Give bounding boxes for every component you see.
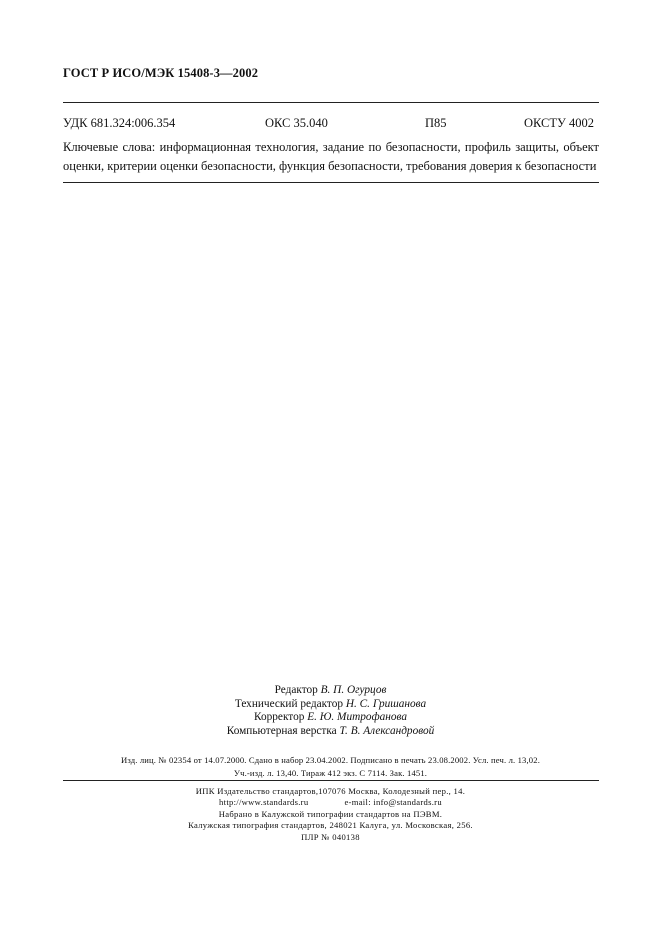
credit-name: Е. Ю. Митрофанова (307, 711, 407, 724)
credit-tech-editor (0, 698, 661, 712)
standard-code: ГОСТ Р ИСО/МЭК 15408-3—2002 (63, 66, 259, 80)
okstu-code: ОКСТУ 4002 (524, 116, 595, 130)
group-code: П85 (425, 116, 447, 130)
imprint-block (0, 754, 661, 780)
top-divider (63, 102, 599, 103)
publisher-printer: Калужская типография стандартов, 248021 Калуга, ул. Московская, 256. (188, 820, 473, 831)
oks-code: ОКС 35.040 (265, 116, 328, 130)
publisher-email: e-mail: info@standards.ru (344, 797, 442, 808)
publisher-contacts (0, 797, 661, 808)
staff-credits (0, 684, 661, 738)
imprint-line-2: Уч.-изд. л. 13,40. Тираж 412 экз. С 7114. Зак. 1451. (233, 768, 428, 778)
publisher-typeset-note: Набрано в Калужской типографии стандартов на ПЭВМ. (218, 808, 443, 819)
credit-role: Редактор (274, 684, 318, 696)
keywords-paragraph: Ключевые слова: информационная технология, задание по безопасности, профиль защиты, объект оценки, критерии оценки безопасности, функция безопасности, требования доверия к безопасности (63, 140, 599, 173)
publisher-website: http://www.standards.ru (219, 797, 309, 808)
publisher-block (0, 786, 661, 843)
keywords-divider (63, 182, 599, 183)
credit-role: Компьютерная верстка (226, 724, 337, 737)
credit-proofreader (0, 711, 661, 725)
imprint-divider (63, 780, 599, 781)
credit-name: Т. В. Александровой (339, 724, 435, 737)
imprint-line-1: Изд. лиц. № 02354 от 14.07.2000. Сдано в набор 23.04.2002. Подписано в печать 23.08.2002. Усл. печ. л. 13,02. (120, 755, 540, 765)
publisher-address: ИПК Издательство стандартов,107076 Москва, Колодезный пер., 14. (195, 786, 466, 796)
credit-layout (0, 725, 661, 739)
credit-name: В. П. Огурцов (320, 684, 387, 696)
credit-role: Корректор (254, 711, 305, 724)
udk-code: УДК 681.324:006.354 (63, 116, 176, 130)
credit-role: Технический редактор (234, 697, 344, 710)
credit-editor (0, 684, 661, 698)
publisher-license: ПЛР № 040138 (301, 831, 360, 842)
credit-name: Н. С. Гришанова (345, 697, 427, 710)
